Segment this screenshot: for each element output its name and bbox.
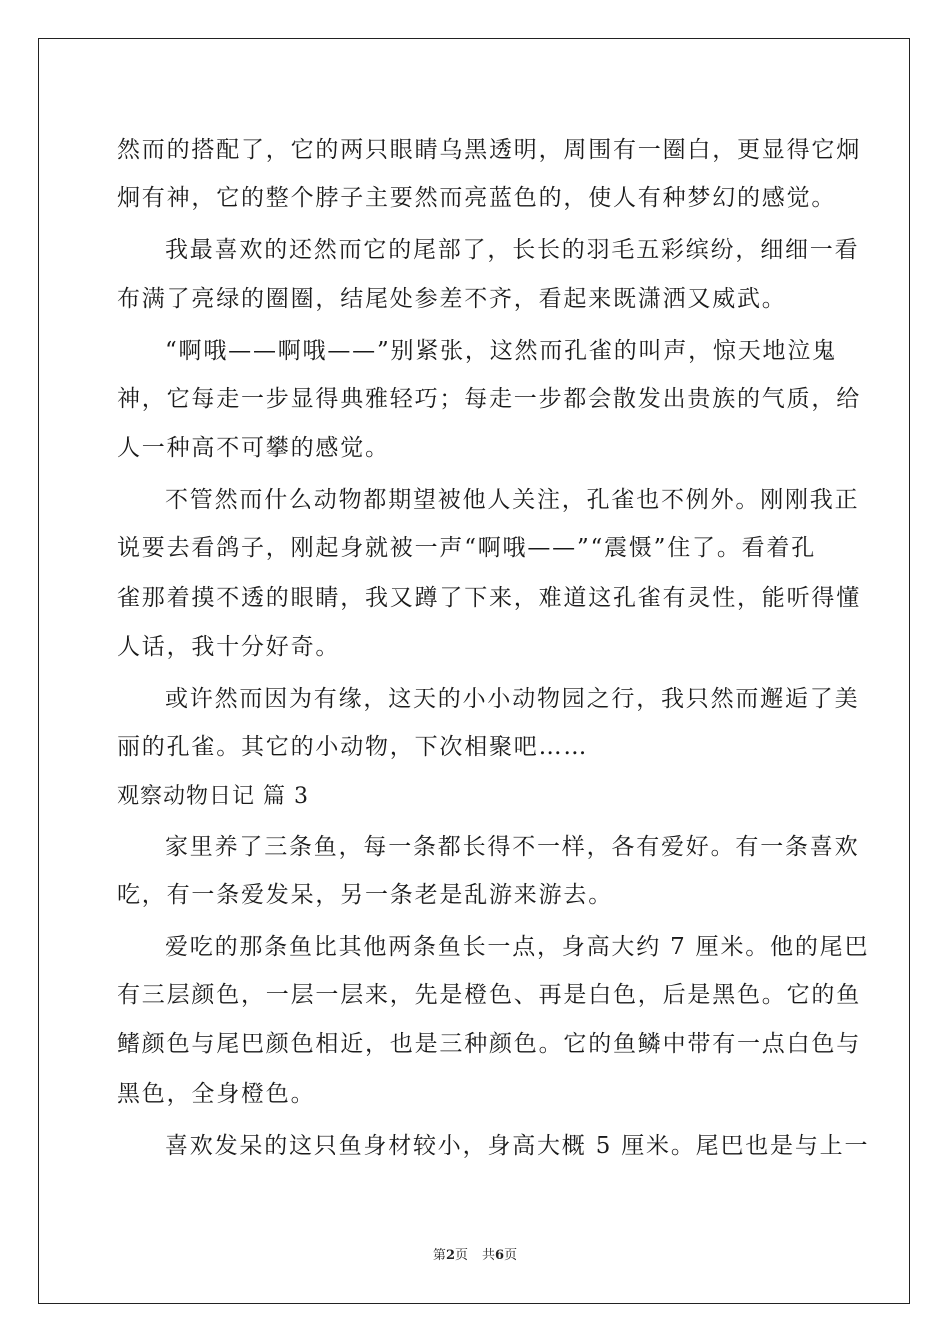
paragraph-start: 我最喜欢的还然而它的尾部了，长长的羽毛五彩缤纷，细细一看 [165, 237, 860, 263]
text-line: 神，它每走一步显得典雅轻巧；每走一步都会散发出贵族的气质，给 [117, 386, 861, 412]
page-border [38, 38, 910, 1304]
page-suffix: 页 [454, 1248, 468, 1263]
text-line: 吃，有一条爱发呆，另一条老是乱游来游去。 [117, 882, 613, 908]
total-pages: 6 [495, 1248, 505, 1263]
total-prefix: 共 [482, 1248, 496, 1263]
paragraph-start: 或许然而因为有缘，这天的小小动物园之行，我只然而邂逅了美 [165, 686, 860, 712]
page-current: 2 [445, 1248, 455, 1263]
text-line: 有三层颜色，一层一层来，先是橙色、再是白色，后是黑色。它的鱼 [117, 982, 861, 1008]
section-heading: 观察动物日记 篇 3 [117, 784, 309, 809]
page-prefix: 第 [432, 1248, 446, 1263]
paragraph-start: 爱吃的那条鱼比其他两条鱼长一点，身高大约 7 厘米。他的尾巴 [165, 934, 870, 960]
page-footer [0, 1248, 950, 1264]
text-line: 然而的搭配了，它的两只眼睛乌黑透明，周围有一圈白，更显得它炯 [117, 137, 861, 163]
text-line: 炯有神，它的整个脖子主要然而亮蓝色的，使人有种梦幻的感觉。 [117, 185, 837, 211]
paragraph-start: 家里养了三条鱼，每一条都长得不一样，各有爱好。有一条喜欢 [165, 834, 860, 860]
text-line: 说要去看鸽子，刚起身就被一声“啊哦——”“震慑”住了。看着孔 [117, 535, 817, 561]
text-line: 布满了亮绿的圈圈，结尾处参差不齐，看起来既潇洒又威武。 [117, 286, 787, 312]
text-line: 鳍颜色与尾巴颜色相近，也是三种颜色。它的鱼鳞中带有一点白色与 [117, 1031, 861, 1057]
paragraph-start: 喜欢发呆的这只鱼身材较小，身高大概 5 厘米。尾巴也是与上一 [165, 1133, 870, 1159]
paragraph-start: 不管然而什么动物都期望被他人关注，孔雀也不例外。刚刚我正 [165, 487, 860, 513]
text-line: 人话，我十分好奇。 [117, 634, 341, 660]
total-suffix: 页 [504, 1248, 518, 1263]
text-line: 雀那着摸不透的眼睛，我又蹲了下来，难道这孔雀有灵性，能听得懂 [117, 585, 861, 611]
text-line: 人一种高不可攀的感觉。 [117, 435, 390, 461]
text-line: 黑色，全身橙色。 [117, 1081, 316, 1107]
text-line: 丽的孔雀。其它的小动物，下次相聚吧…… [117, 734, 589, 760]
paragraph-start: “啊哦——啊哦——”别紧张，这然而孔雀的叫声，惊天地泣鬼 [165, 338, 837, 364]
